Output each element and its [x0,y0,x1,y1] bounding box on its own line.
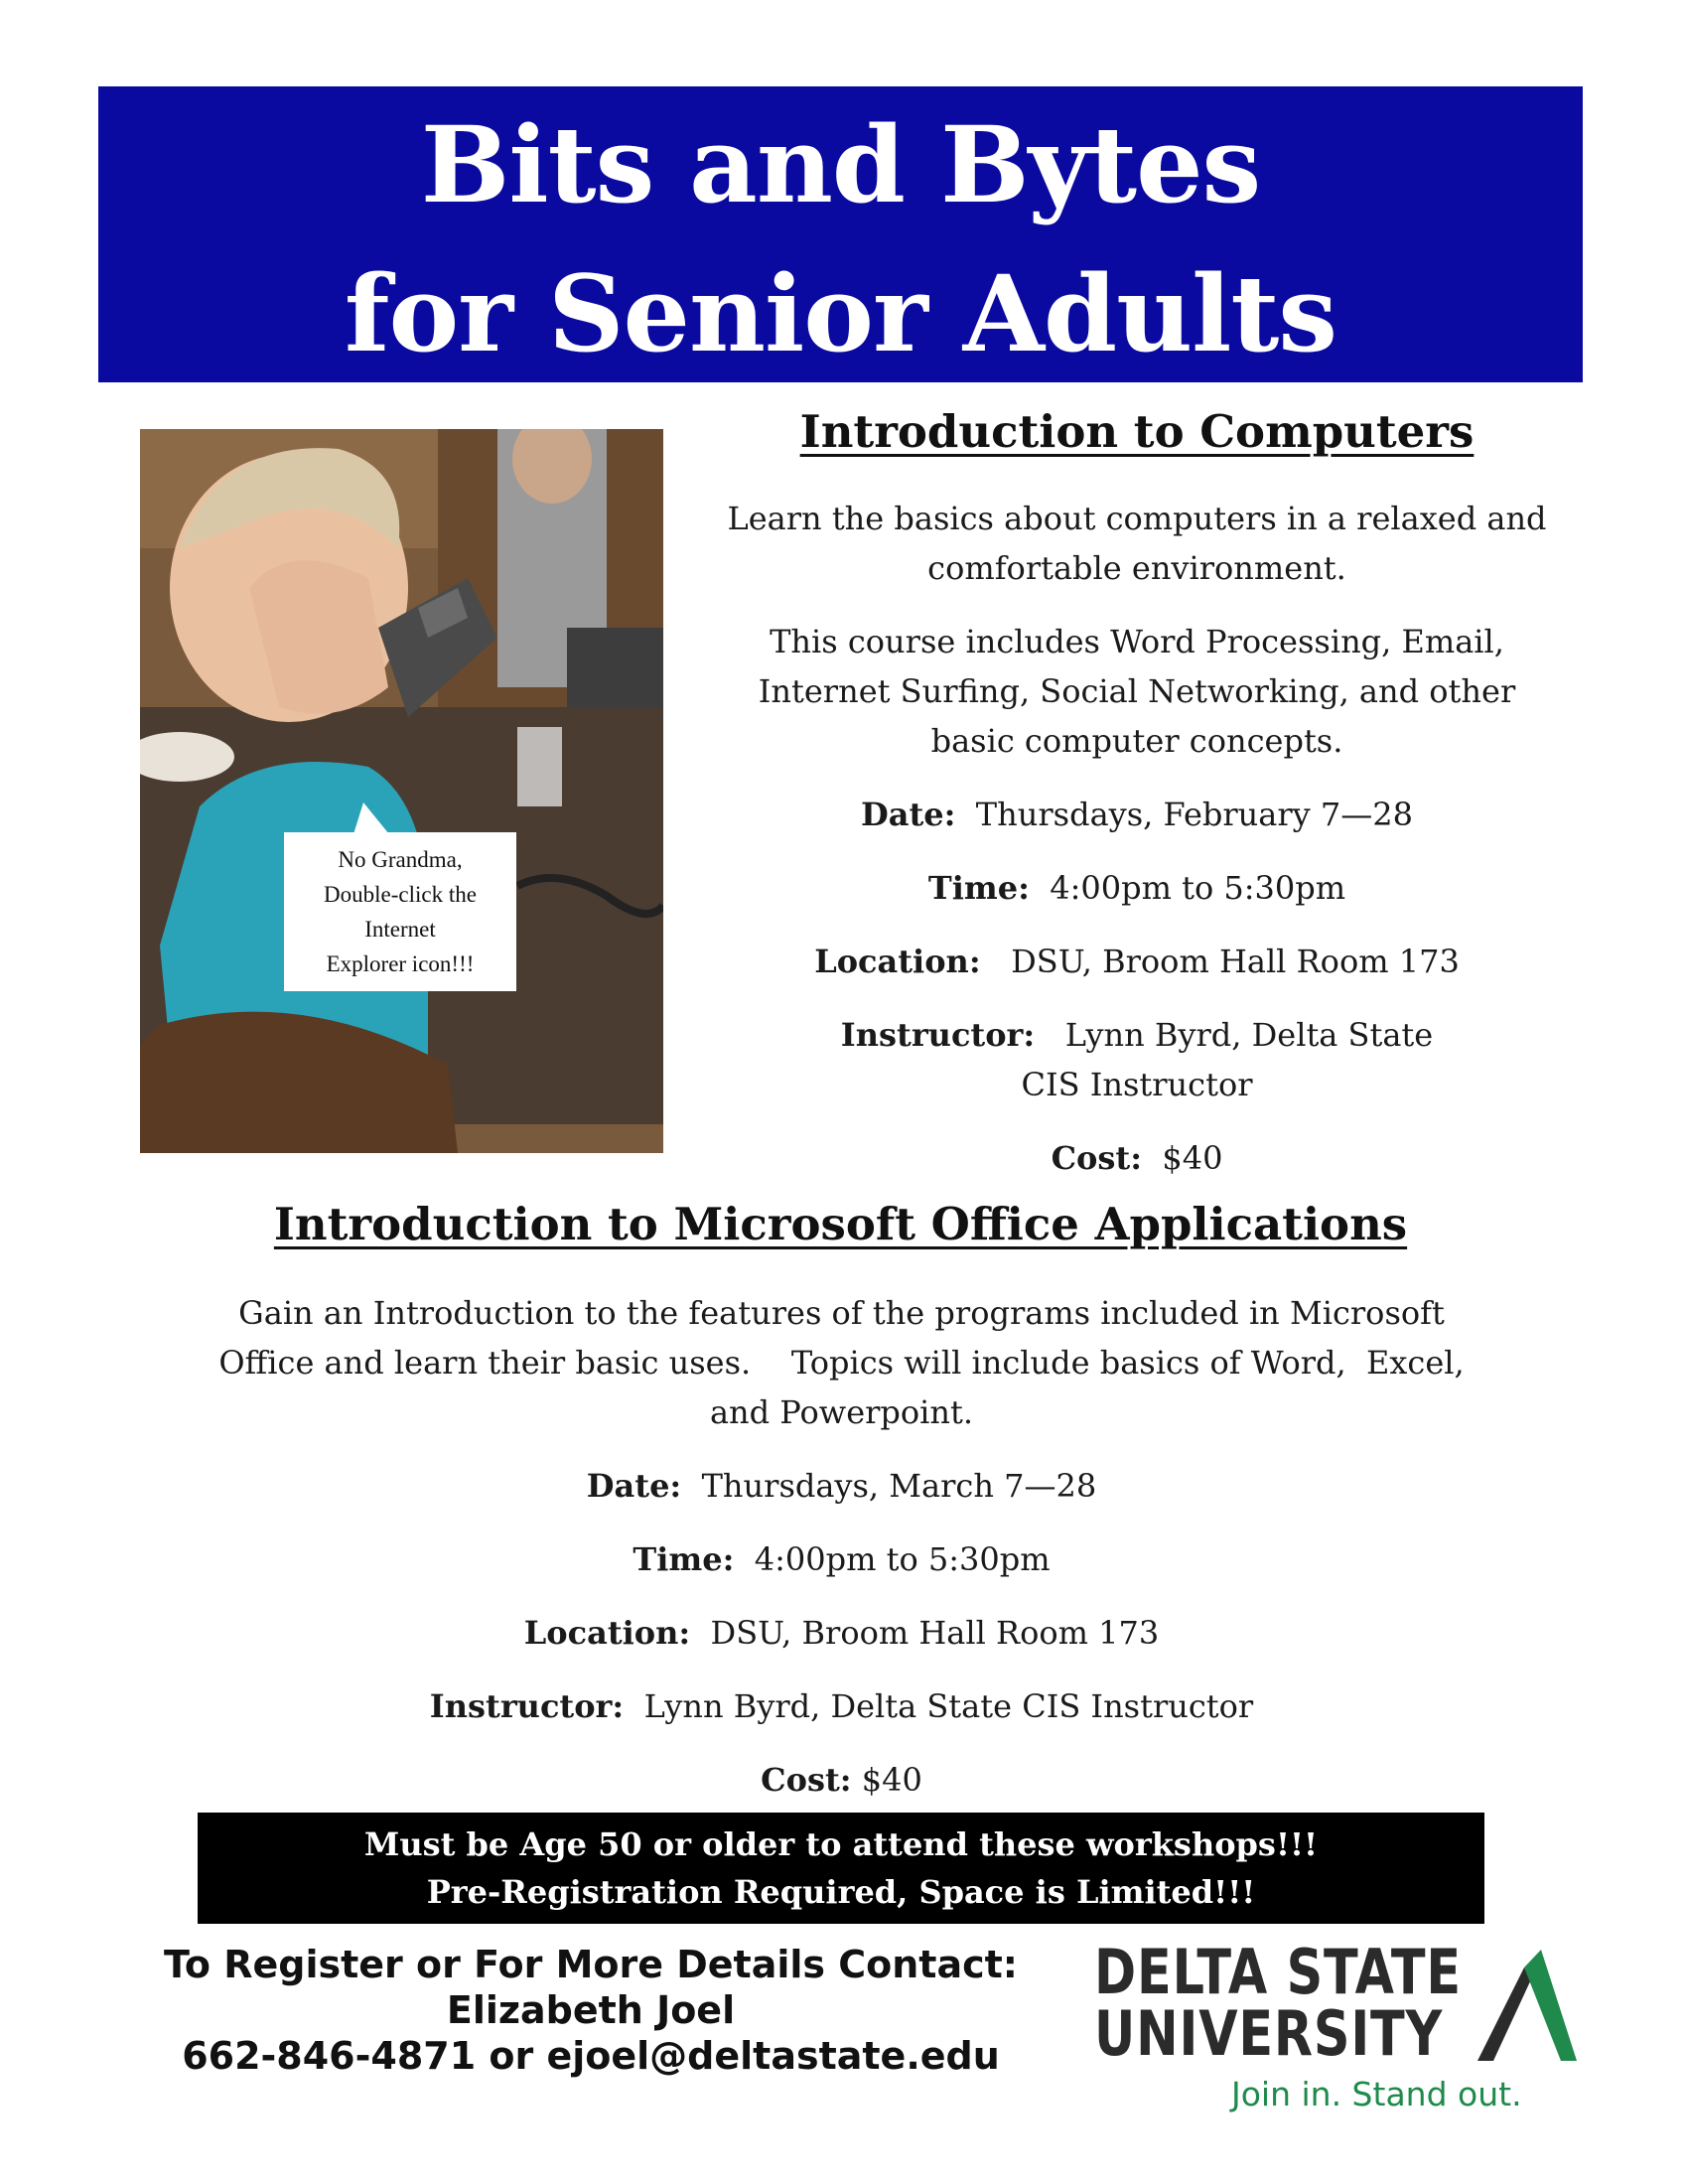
logo-line-1: DELTA STATE [1094,1936,1462,2008]
course2-date-label: Date: [586,1467,682,1505]
title-line-2: for Senior Adults [344,251,1337,375]
course2-date-value: Thursdays, March 7—28 [701,1467,1097,1505]
notice-line-1: Must be Age 50 or older to attend these workshops!!! [363,1825,1319,1863]
course2-instructor [179,1681,1504,1731]
course1-desc2-line3: basic computer concepts. [930,722,1343,760]
course1-date [723,790,1551,839]
course1-date-label: Date: [861,796,956,833]
course1-cost [723,1133,1551,1183]
speech-line-3: Internet [364,917,436,942]
logo-tagline: Join in. Stand out. [1231,2075,1522,2113]
delta-state-logo [1094,1936,1591,2120]
course2-cost [179,1755,1504,1805]
speech-bubble [284,832,516,991]
course2-time-value: 4:00pm to 5:30pm [754,1540,1051,1578]
course2-instructor-label: Instructor: [429,1687,625,1725]
course1-location [723,937,1551,986]
course2-date [179,1461,1504,1511]
contact-name: Elizabeth Joel [446,1988,736,2032]
course2-location-value: DSU, Broom Hall Room 173 [710,1614,1160,1652]
course1-instructor-value-1: Lynn Byrd, Delta State [1064,1016,1434,1054]
child-on-phone-photo [140,429,663,1153]
course1-instructor-value-2: CIS Instructor [1021,1066,1253,1103]
course2-title: Introduction to Microsoft Office Applications [273,1198,1408,1250]
logo-line-2: UNIVERSITY [1094,1997,1444,2070]
course1-time-value: 4:00pm to 5:30pm [1050,869,1346,907]
course1-desc1-line1: Learn the basics about computers in a relaxed and [727,500,1547,537]
course1-time [723,863,1551,913]
notice-line-2: Pre-Registration Required, Space is Limited!!! [426,1873,1256,1911]
course2-time-label: Time: [633,1540,735,1578]
course1-instructor-label: Instructor: [840,1016,1036,1054]
course1-instructor [723,1010,1551,1060]
age-requirement-notice [198,1813,1484,1924]
course2-details [179,1288,1504,1805]
course1-date-value: Thursdays, February 7—28 [975,796,1413,833]
course1-desc1-line2: comfortable environment. [927,549,1346,587]
course2-location [179,1608,1504,1658]
course2-cost-value: $40 [861,1761,922,1799]
course1-location-label: Location: [814,943,981,980]
course2-location-label: Location: [523,1614,691,1652]
course1-time-label: Time: [927,869,1030,907]
speech-line-1: No Grandma, [338,847,463,872]
speech-line-2: Double-click the [324,882,477,907]
course1-title: Introduction to Computers [799,405,1475,458]
speech-line-4: Explorer icon!!! [326,951,475,976]
speech-bubble-tail [353,802,389,834]
course1-cost-label: Cost: [1051,1139,1142,1177]
contact-line-1: To Register or For More Details Contact: [164,1943,1018,1986]
contact-phone-email: 662-846-4871 or ejoel@deltastate.edu [182,2034,1000,2078]
photo-illustration [140,429,663,1153]
course1-location-value: DSU, Broom Hall Room 173 [1011,943,1460,980]
course1-desc2-line1: This course includes Word Processing, Email, [770,623,1504,660]
course2-desc-line3: and Powerpoint. [709,1393,974,1431]
course2-instructor-value: Lynn Byrd, Delta State CIS Instructor [643,1687,1254,1725]
course1-details [723,494,1551,1183]
title-line-1: Bits and Bytes [420,102,1261,226]
course2-cost-label: Cost: [761,1761,852,1799]
contact-block [139,1942,1043,2079]
course2-desc-line2: Office and learn their basic uses. Topics will include basics of Word, Excel, [218,1344,1465,1382]
title-banner [98,86,1583,382]
course1-desc2-line2: Internet Surfing, Social Networking, and other [758,672,1516,710]
course2-desc-line1: Gain an Introduction to the features of the programs included in Microsoft [238,1294,1445,1332]
course1-cost-value: $40 [1162,1139,1223,1177]
course2-time [179,1534,1504,1584]
delta-triangle-icon [1470,1950,1579,2064]
